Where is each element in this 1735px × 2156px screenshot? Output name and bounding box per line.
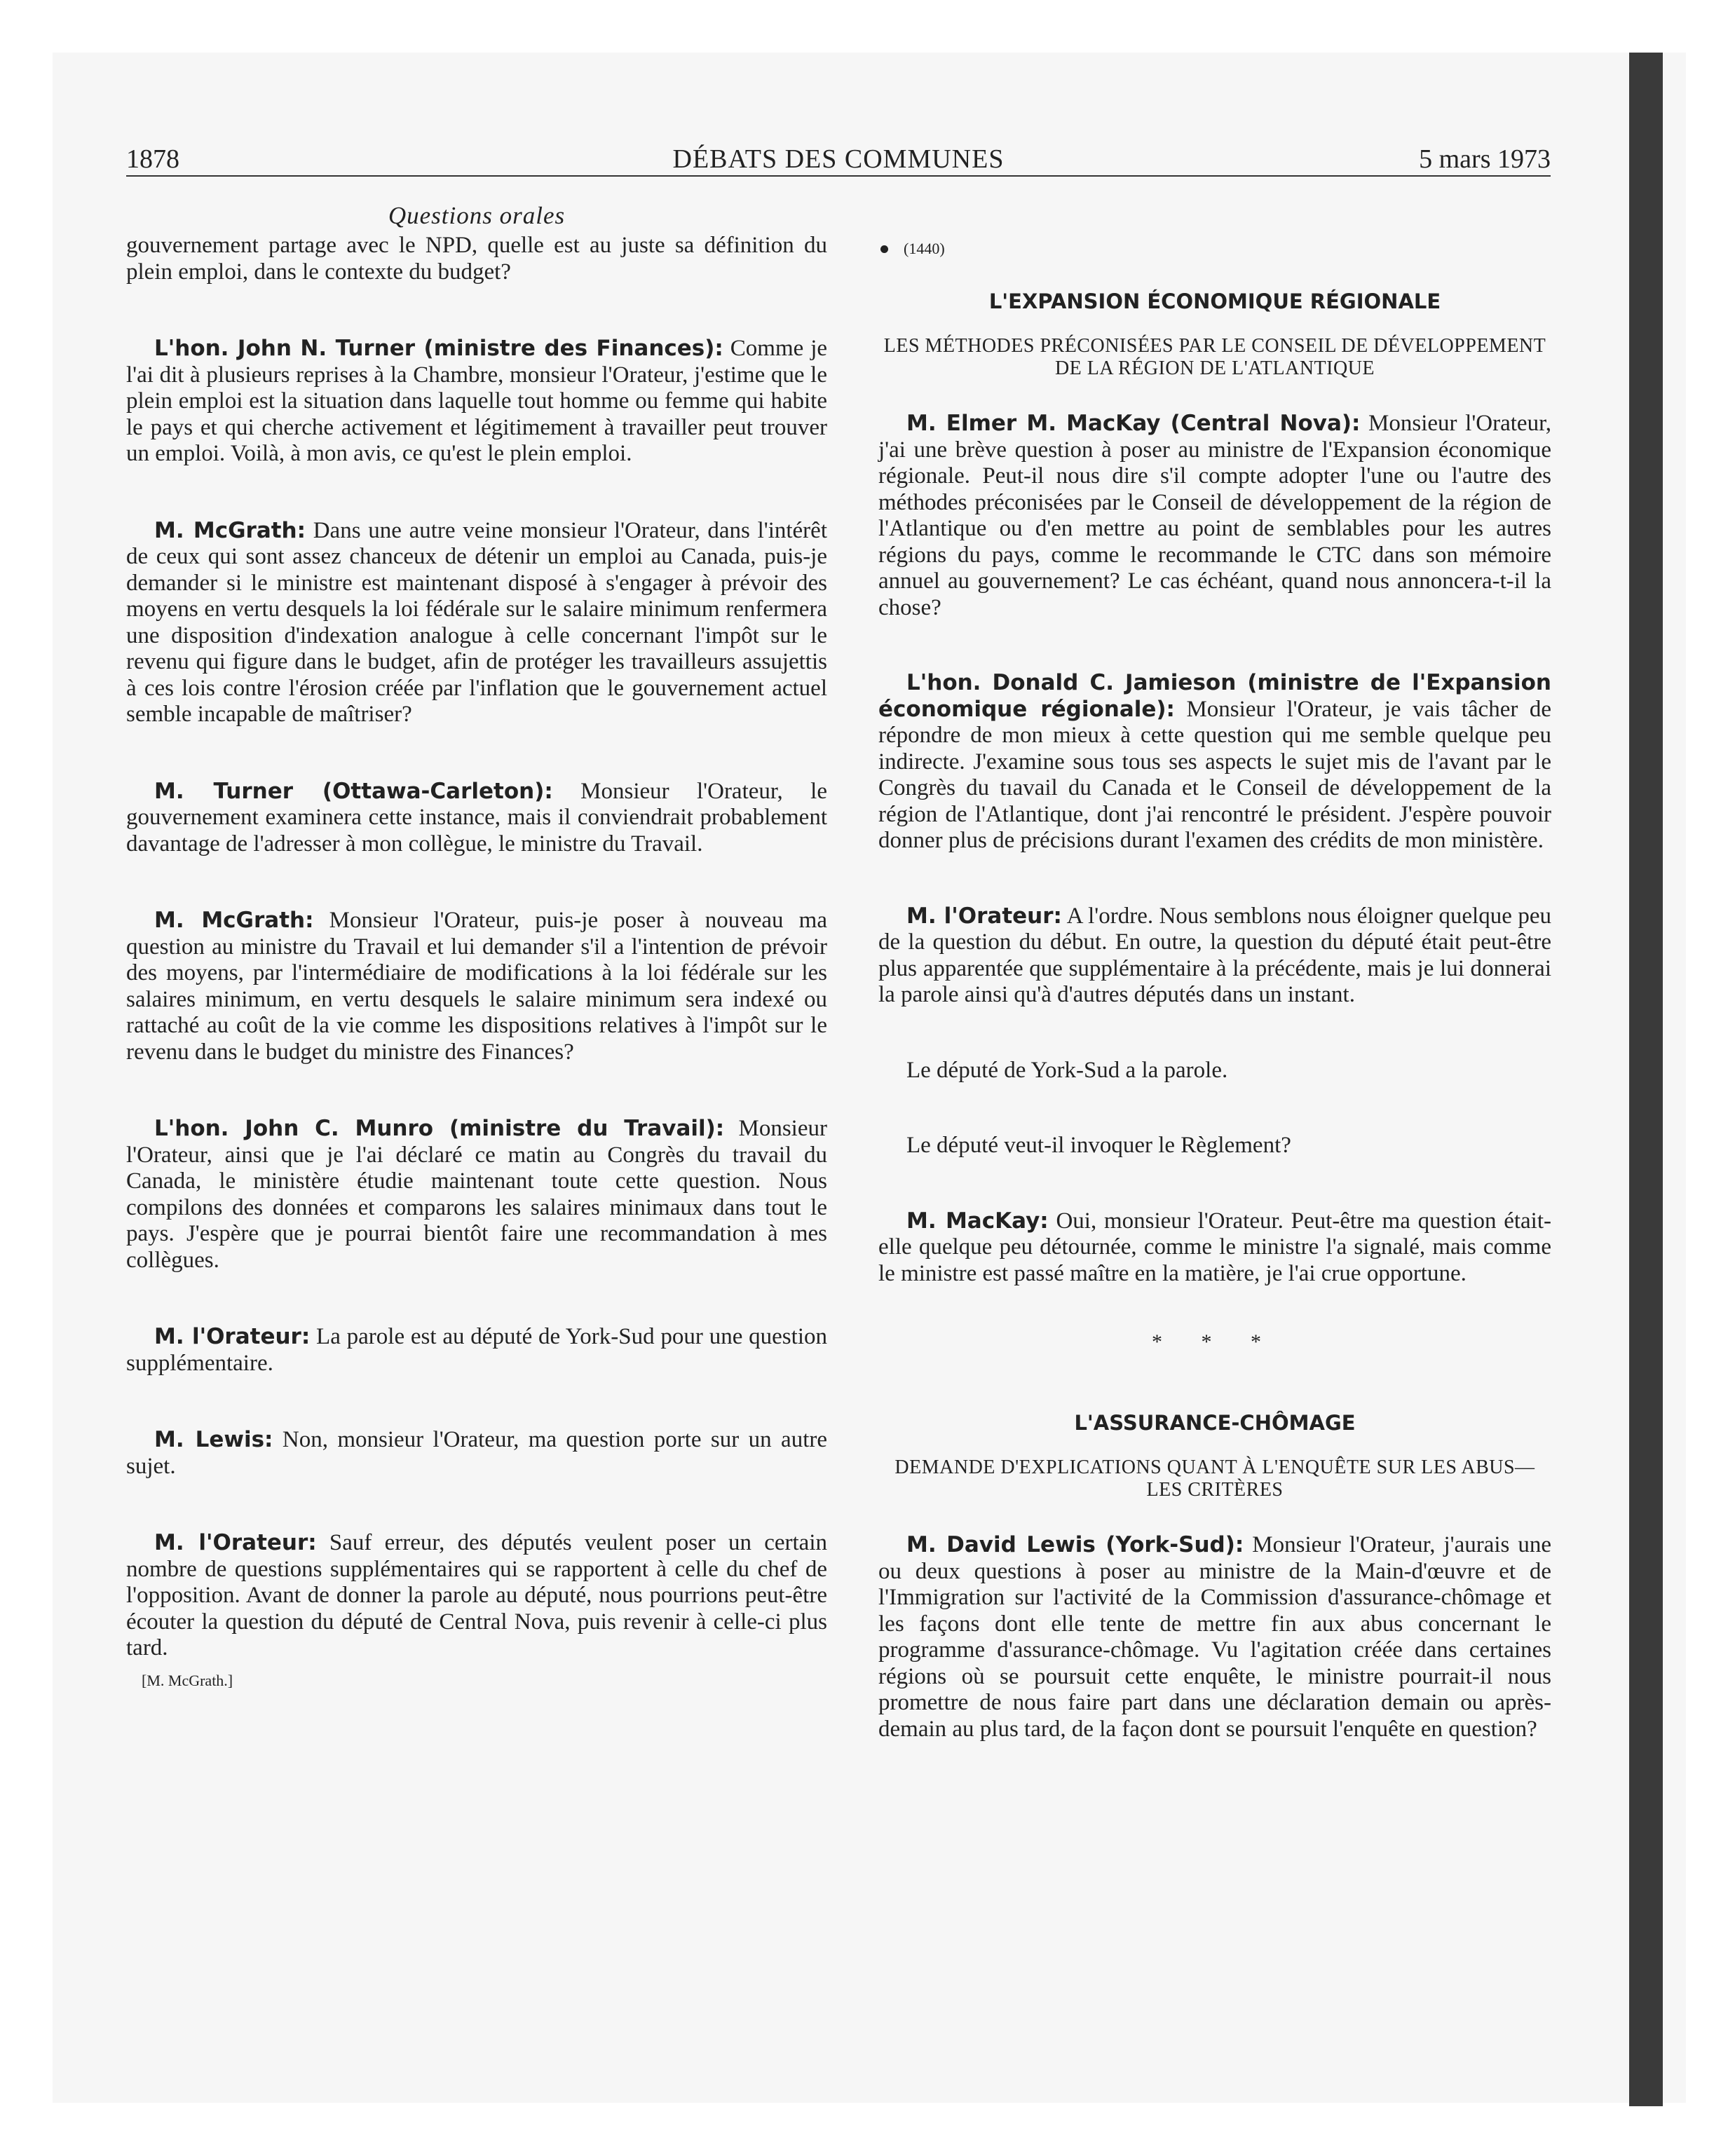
speech-text: Monsieur l'Orateur, puis-je poser à nouveau ma question au ministre du Travail et lui demander s'il a l'intention de prévoir des moyens, par l'intermédiaire de modifications à la loi fédérale sur les salaires minimum, en vertu desquels le salaire minimum sera indexé ou rattaché au coût de la vie comme les dispositions relatives à l'impôt sur le revenu dans le budget du ministre des Finances? bbox=[126, 908, 827, 1065]
section-separator: * * * bbox=[1152, 1330, 1278, 1353]
speech-text: Monsieur l'Orateur, j'ai une brève question à poser au ministre de l'Expansion économique régionale. Peut-il nous dire s'il compte adopter l'une ou l'autre des méthodes préconisées par le Conseil de développement de la région de l'Atlantique ou d'en mettre au point de semblables pour les autres régions du pays, comme le recommande le CTC dans son mémoire annuel au gouvernement? Le cas échéant, quand nous annoncera-t-il la chose? bbox=[878, 411, 1551, 620]
running-subheader: Questions orales bbox=[388, 202, 566, 229]
right-column bbox=[878, 233, 1551, 1742]
footnote: [M. McGrath.] bbox=[142, 1671, 233, 1689]
page-header bbox=[126, 143, 1551, 177]
speech-text: Monsieur l'Orateur, j'aurais une ou deux questions à poser au ministre de la Main-d'œuvre et de l'Immigration sur l'activité de la Commission d'assurance-chômage et les façons dont elle tente de mettre fin aux abus concernant le programme d'assurance-chômage. Vu l'agitation créée dans certaines régions où se poursuit cette enquête, le ministre pourrait-il nous promettre de nous faire part dans une déclaration demain ou après-demain au plus tard, de la façon dont se poursuit l'enquête en question? bbox=[878, 1532, 1551, 1742]
speech-text: Comme je l'ai dit à plusieurs reprises à la Chambre, monsieur l'Orateur, j'estime que le plein emploi est la situation dans laquelle tout homme ou femme qui habite le pays et qui cherche activement et légitimement à travailler peut trouver un emploi. Voilà, à mon avis, ce qu'est le plein emploi. bbox=[126, 336, 828, 466]
speech-turner-ottawa bbox=[126, 779, 827, 858]
page-number: 1878 bbox=[126, 144, 179, 174]
speech-jamieson bbox=[878, 670, 1551, 854]
speech-text: Monsieur l'Orateur, le gouvernement examinera cette instance, mais il conviendrait probablement davantage de l'adresser à mon collègue, le ministre du Travail. bbox=[126, 778, 827, 857]
bullet-icon bbox=[880, 245, 888, 253]
speech-text: Sauf erreur, des députés veulent poser un certain nombre de questions supplémentaires qui se rapportent à celle du chef de l'opposition. Avant de donner la parole au député, nous pourrions peut-être écouter la question du député de Central Nova, puis revenir à celle-ci plus tard. bbox=[126, 1530, 827, 1660]
speech-mcgrath-2 bbox=[126, 908, 827, 1065]
time-marker-text: (1440) bbox=[904, 240, 945, 257]
speaker-name: M. McGrath: bbox=[154, 908, 314, 933]
speech-text: Dans une autre veine monsieur l'Orateur, dans l'intérêt de ceux qui sont assez chanceux de détenir un emploi au Canada, puis-je demander si le ministre est maintenant disposé à s'engager à prévoir des moyens en vertu desquels la loi fédérale sur le salaire minimum renfermera une disposition d'indexation analogue à celle concernant l'impôt sur le revenu qui figure dans le budget, afin de protéger les travailleurs assujettis à ces lois contre l'érosion créée par l'inflation que le gouvernement actuel semble incapable de maîtriser? bbox=[126, 517, 827, 727]
paragraph: Le député veut-il invoquer le Règlement? bbox=[906, 1133, 1291, 1158]
speech-mackay bbox=[878, 411, 1551, 621]
speaker-name: M. l'Orateur: bbox=[154, 1324, 311, 1349]
paragraph: Le député de York-Sud a la parole. bbox=[906, 1057, 1228, 1083]
section-heading: L'EXPANSION ÉCONOMIQUE RÉGIONALE bbox=[988, 289, 1441, 313]
section-subheading: LES MÉTHODES PRÉCONISÉES PAR LE CONSEIL DE DÉVELOPPEMENT DE LA RÉGION DE L'ATLANTIQUE bbox=[883, 335, 1546, 379]
speech-turner bbox=[126, 336, 827, 468]
speaker-name: L'hon. John C. Munro (ministre du Travail): bbox=[154, 1116, 725, 1141]
speech-text: Monsieur l'Orateur, je vais tâcher de répondre de mon mieux à cette question qui me semble quelque peu indirecte. J'examine sous tous ses aspects le sujet mis de l'avant par le Congrès du tıavail du Canada et le Conseil de développement de la région de l'Atlantique, dont j'ai rencontré le président. J'espère pouvoir donner plus de précisions durant l'examen des crédits de mon ministère. bbox=[878, 696, 1551, 853]
speech-text: La parole est au député de York-Sud pour une question supplémentaire. bbox=[126, 1324, 827, 1376]
speaker-name: M. Turner (Ottawa-Carleton): bbox=[154, 778, 553, 804]
speaker-name: M. McGrath: bbox=[154, 517, 306, 543]
speaker-name: M. MacKay: bbox=[906, 1208, 1049, 1234]
speaker-name: L'hon. John N. Turner (ministre des Finances): bbox=[154, 336, 723, 361]
speech-speaker-2 bbox=[126, 1530, 827, 1662]
speech-lewis-2 bbox=[878, 1532, 1551, 1742]
speaker-name: M. Lewis: bbox=[154, 1427, 273, 1452]
paragraph: gouvernement partage avec le NPD, quelle est au juste sa définition du plein emploi, dans le contexte du budget? bbox=[126, 233, 827, 285]
speech-text: Non, monsieur l'Orateur, ma question porte sur un autre sujet. bbox=[126, 1427, 827, 1479]
speech-lewis bbox=[126, 1427, 827, 1480]
speaker-name: L'hon. Donald C. Jamieson (ministre de l'Expansion économique régionale): bbox=[878, 670, 1551, 722]
speaker-name: M. Elmer M. MacKay (Central Nova): bbox=[906, 411, 1361, 436]
page-date: 5 mars 1973 bbox=[1419, 144, 1551, 174]
section-heading: L'ASSURANCE-CHÔMAGE bbox=[1074, 1411, 1356, 1435]
speech-mcgrath bbox=[126, 518, 827, 728]
speech-text: Oui, monsieur l'Orateur. Peut-être ma question était-elle quelque peu détournée, comme le ministre l'a signalé, mais comme le ministre est passé maître en la matière, je l'ai crue opportune. bbox=[878, 1208, 1552, 1286]
page-edge-shadow bbox=[1629, 53, 1663, 2106]
speech-munro bbox=[126, 1116, 827, 1274]
speaker-name: M. l'Orateur: bbox=[906, 903, 1062, 929]
time-marker bbox=[878, 238, 1551, 259]
speech-mackay-2 bbox=[878, 1208, 1551, 1288]
section-subheading: DEMANDE D'EXPLICATIONS QUANT À L'ENQUÊTE SUR LES ABUS—LES CRITÈRES bbox=[894, 1456, 1535, 1501]
speaker-name: M. David Lewis (York-Sud): bbox=[906, 1532, 1244, 1557]
publication-title: DÉBATS DES COMMUNES bbox=[672, 144, 1005, 174]
speech-speaker-3 bbox=[878, 903, 1551, 1009]
speech-text: A l'ordre. Nous semblons nous éloigner quelque peu de la question du début. En outre, la question du député était peut-être plus apparentée que supplémentaire à la précédente, mais je lui donnerai la parole ainsi qu'à d'autres députés dans un instant. bbox=[878, 903, 1551, 1007]
left-column bbox=[126, 233, 827, 1690]
speech-speaker bbox=[126, 1324, 827, 1377]
speech-text: Monsieur l'Orateur, ainsi que je l'ai déclaré ce matin au Congrès du travail du Canada, le ministère étudie maintenant toute cette question. Nous compilons des données et comparons les salaires minimaux dans tout le pays. J'espère que je pourrai bientôt faire une recommandation à mes collègues. bbox=[126, 1116, 827, 1273]
speaker-name: M. l'Orateur: bbox=[154, 1530, 317, 1555]
